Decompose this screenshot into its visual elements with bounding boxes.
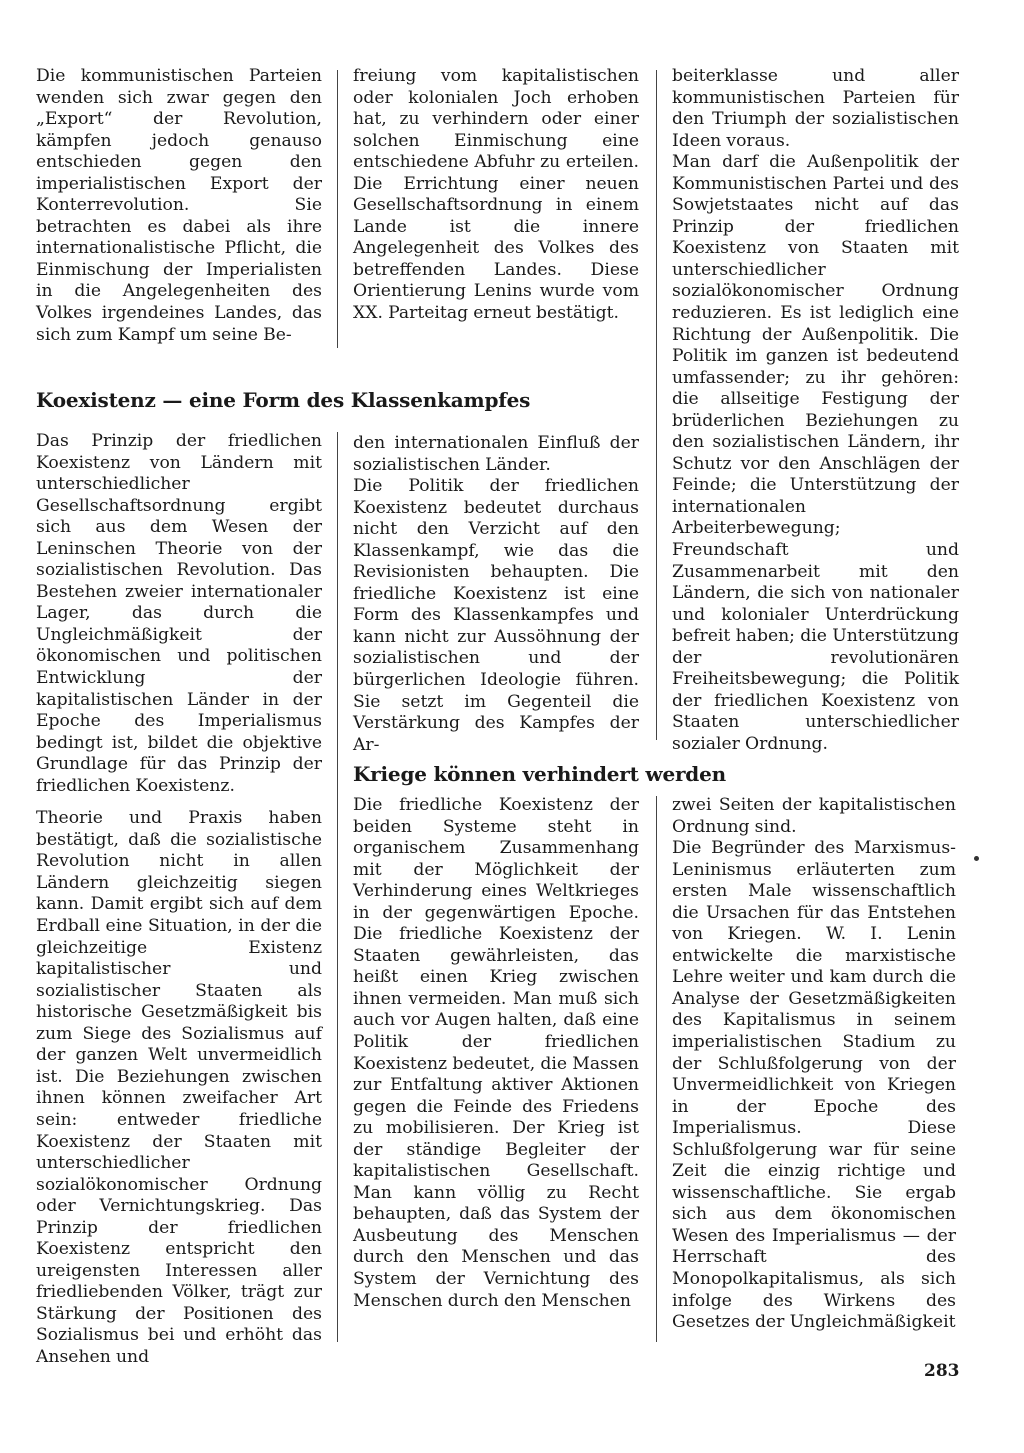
margin-mark (974, 856, 979, 861)
column-rule (337, 432, 338, 1342)
section1-col1-text (36, 431, 322, 1369)
column-rule (337, 70, 338, 348)
paragraph: Theorie und Praxis haben bestätigt, daß die sozialistische Revolution nicht in allen Ländern gleichzeitig siegen kann. Damit ergibt sich auf dem Erdball eine Situation, in der die gleichzeitige Existenz kapitalistischer und sozialistischer Staaten als historische Gesetzmäßigkeit bis zum Siege des Sozialismus auf der ganzen Welt unvermeidlich ist. Die Beziehungen zwischen ihnen können zweifacher Art sein: entweder friedliche Koexistenz der Staaten mit unterschiedlicher sozialökonomischer Ordnung oder Vernichtungskrieg. Das Prinzip der friedlichen Koexistenz entspricht den ureigensten Interessen aller friedliebenden Völker, trägt zur Stärkung der Positionen des Sozialismus bei und erhöht das Ansehen und (36, 808, 322, 1367)
section-heading-koexistenz: Koexistenz — eine Form des Klassenkampfes (36, 388, 531, 412)
paragraph: Das Prinzip der friedlichen Koexistenz von Ländern mit unterschiedlicher Gesellschaftsordnung ergibt sich aus dem Wesen der Leninschen Theorie von der sozialistischen Revolution. Das Bestehen zweier internationaler Lager, das durch die Ungleichmäßigkeit der ökonomischen und politischen Entwicklung der kapitalistischen Länder in der Epoche des Imperialismus bedingt ist, bildet die objektive Grundlage für das Prinzip der friedlichen Koexistenz. (36, 431, 322, 796)
right-col-text (672, 66, 959, 756)
section2-col2-text (353, 795, 639, 1312)
paragraph: freiung vom kapitalistischen oder kolonialen Joch erhoben hat, zu verhindern oder einer solchen Einmischung eine entschiedene Abfuhr zu erteilen. Die Errichtung einer neuen Gesellschaftsordnung in einem Lande ist die innere Angelegenheit des Volkes des betreffenden Landes. Diese Orientierung Lenins wurde vom XX. Parteitag erneut bestätigt. (353, 66, 639, 324)
top-col1-text (36, 66, 322, 346)
section-heading-kriege: Kriege können verhindert werden (353, 762, 726, 786)
section1-col2-text (353, 433, 639, 756)
paragraph: den internationalen Einfluß der sozialistischen Länder. (353, 433, 639, 475)
paragraph: Man darf die Außenpolitik der Kommunistischen Partei und des Sowjetstaates nicht auf das Prinzip der friedlichen Koexistenz von Staaten mit unterschiedlicher sozialökonomischer Ordnung reduzieren. Es ist lediglich eine Richtung der Außenpolitik. Die Politik im ganzen ist bedeutend umfassender; zu ihr gehören: die allseitige Festigung der brüderlichen Beziehungen zu den sozialistischen Ländern, ihr Schutz vor den Anschlägen der Feinde; die Unterstützung der internationalen Arbeiterbewegung; Freundschaft und Zusammenarbeit mit den Ländern, die sich von nationaler und kolonialer Unterdrückung befreit haben; die Unterstützung der revolutionären Freiheitsbewegung; die Politik der friedlichen Koexistenz von Staaten unterschiedlicher sozialer Ordnung. (672, 152, 959, 754)
paragraph: beiterklasse und aller kommunistischen Parteien für den Triumph der sozialistischen Ideen voraus. (672, 66, 959, 151)
paragraph: Die Begründer des Marxismus-Leninismus erläuterten zum ersten Male wissenschaftlich die Ursachen für das Entstehen von Kriegen. W. I. Lenin entwickelte die marxistische Lehre weiter und kam durch die Analyse der Gesetzmäßigkeiten des Kapitalismus in seinem imperialistischen Stadium zu der Schlußfolgerung von der Unvermeidlichkeit von Kriegen in der Epoche des Imperialismus. Diese Schlußfolgerung war für seine Zeit die einzig richtige und wissenschaftliche. Sie ergab sich aus dem ökonomischen Wesen des Imperialismus — der Herrschaft des Monopolkapitalismus, als sich infolge des Wirkens des Gesetzes der Ungleichmäßigkeit (672, 838, 956, 1333)
column-rule (656, 70, 657, 740)
column-rule (656, 796, 657, 1342)
section2-col3-text (672, 795, 956, 1334)
paragraph: Die friedliche Koexistenz der beiden Systeme steht in organischem Zusammenhang mit der Möglichkeit der Verhinderung eines Weltkrieges in der gegenwärtigen Epoche. Die friedliche Koexistenz der Staaten gewährleisten, das heißt einen Krieg zwischen ihnen vermeiden. Man muß sich auch vor Augen halten, daß eine Politik der friedlichen Koexistenz bedeutet, die Massen zur Entfaltung aktiver Aktionen gegen die Feinde des Friedens zu mobilisieren. Der Krieg ist der ständige Begleiter der kapitalistischen Gesellschaft. Man kann völlig zu Recht behaupten, daß das System der Ausbeutung des Menschen durch den Menschen und das System der Vernichtung des Menschen durch den Menschen (353, 795, 639, 1311)
paragraph: Die kommunistischen Parteien wenden sich zwar gegen den „Export“ der Revolution, kämpfen jedoch genauso entschieden gegen den imperialistischen Export der Konterrevolution. Sie betrachten es dabei als ihre internationalistische Pflicht, die Einmischung der Imperialisten in die Angelegenheiten des Volkes irgendeines Landes, das sich zum Kampf um seine Be- (36, 66, 322, 345)
page-number: 283 (924, 1361, 960, 1381)
top-col2-text (353, 66, 639, 325)
paragraph: zwei Seiten der kapitalistischen Ordnung sind. (672, 795, 956, 837)
paragraph: Die Politik der friedlichen Koexistenz bedeutet durchaus nicht den Verzicht auf den Klassenkampf, wie das die Revisionisten behaupten. Die friedliche Koexistenz ist eine Form des Klassenkampfes und kann nicht zur Aussöhnung der sozialistischen und der bürgerlichen Ideologie führen. Sie setzt im Gegenteil die Verstärkung des Kampfes der Ar- (353, 476, 639, 755)
